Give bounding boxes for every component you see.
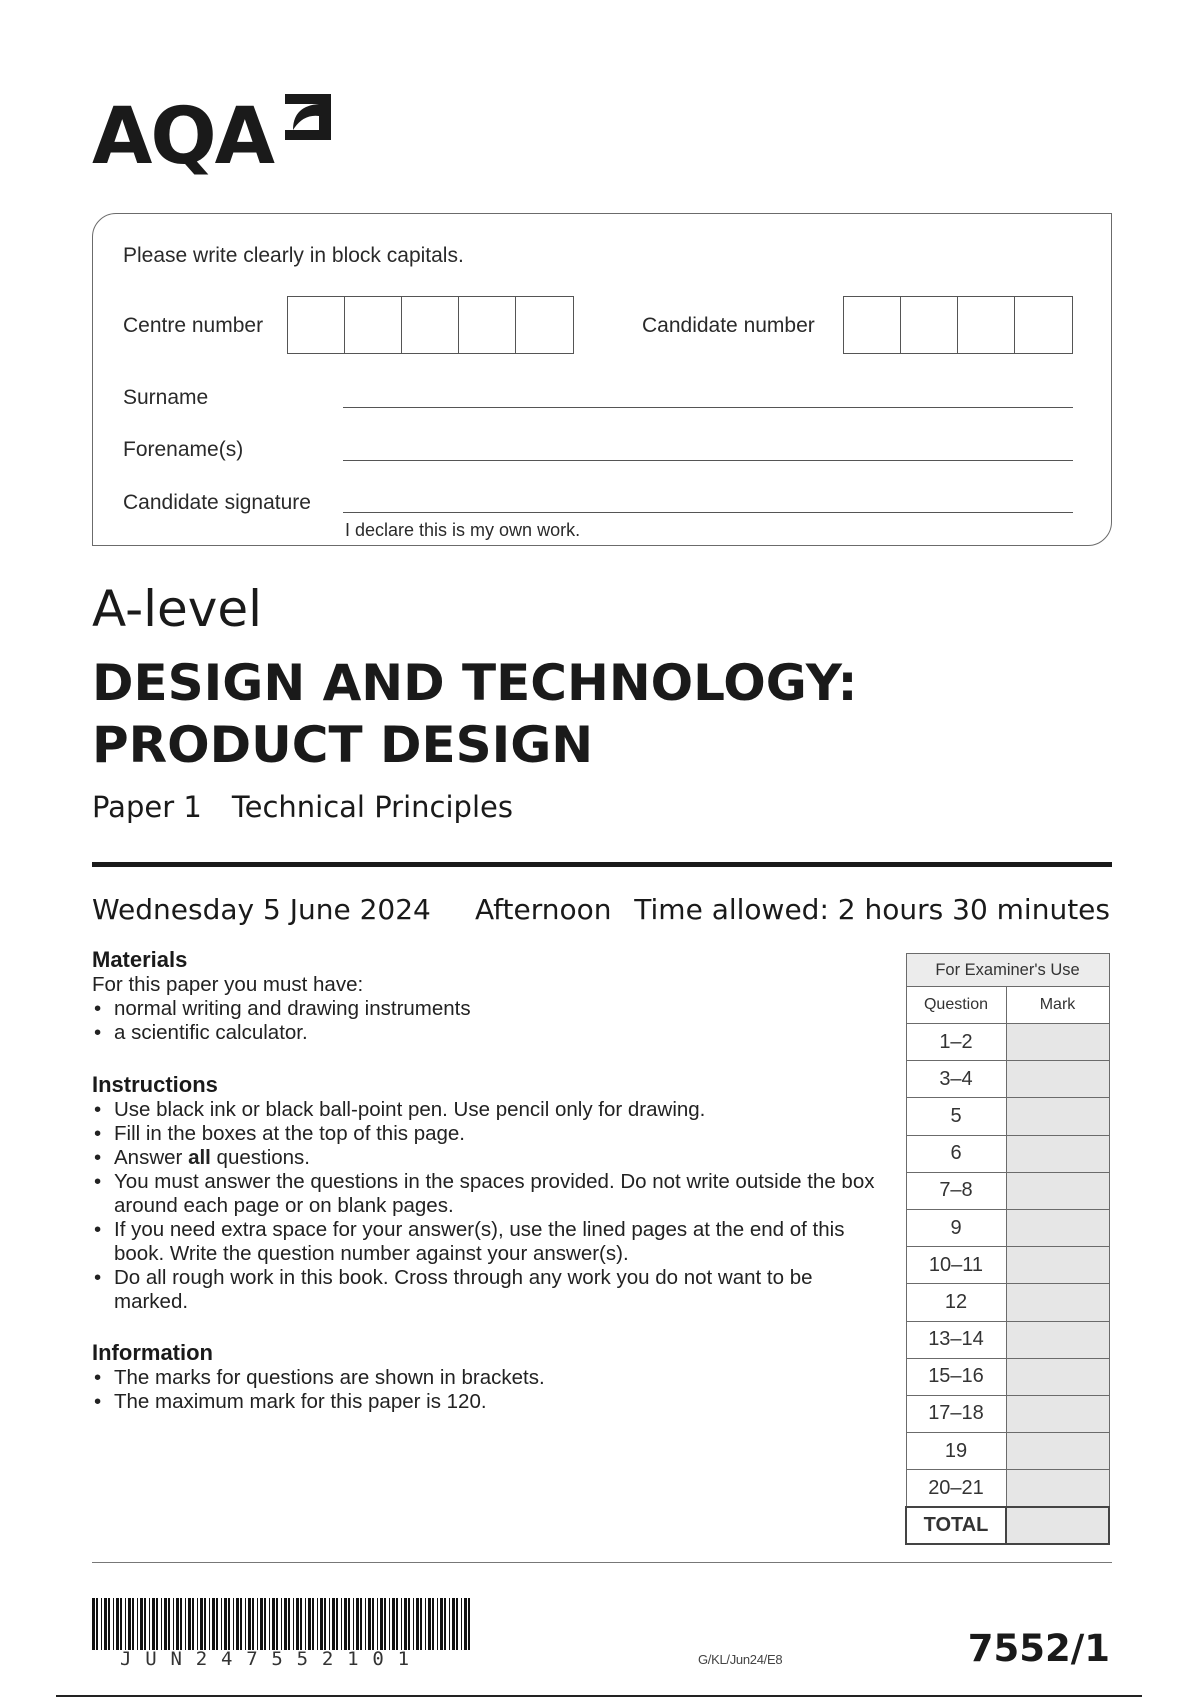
barcode-bar — [161, 1598, 162, 1650]
barcode-bar — [108, 1598, 110, 1650]
signature-field[interactable] — [343, 512, 1073, 513]
barcode-bar — [185, 1598, 186, 1650]
materials-list — [92, 997, 892, 1045]
barcode-bar — [461, 1598, 462, 1650]
barcode-bar — [329, 1598, 330, 1650]
question-number-cell: 7–8 — [906, 1172, 1006, 1209]
barcode-bar — [276, 1598, 278, 1650]
barcode-bar — [137, 1598, 138, 1650]
barcode-bar — [180, 1598, 182, 1650]
mark-cell[interactable] — [1006, 1135, 1109, 1172]
examiner-table-row — [906, 1470, 1109, 1507]
barcode-bar — [305, 1598, 306, 1650]
examiner-table-row — [906, 1395, 1109, 1432]
barcode-bar — [413, 1598, 414, 1650]
barcode-bar — [452, 1598, 455, 1650]
barcode-bar — [224, 1598, 227, 1650]
list-item: • a scientific calculator. — [92, 1021, 892, 1045]
barcode-bar — [281, 1598, 282, 1650]
list-item: • If you need extra space for your answer(s), use the lined pages at the end of this book. Write the question number against your answer(s). — [92, 1218, 892, 1266]
barcode-bar — [228, 1598, 230, 1650]
barcode-bar — [164, 1598, 167, 1650]
question-number-cell: 15–16 — [906, 1358, 1006, 1395]
barcode-bar — [344, 1598, 347, 1650]
barcode-bar — [188, 1598, 191, 1650]
barcode-bar — [416, 1598, 419, 1650]
barcode-bar — [440, 1598, 443, 1650]
barcode-bar — [140, 1598, 143, 1650]
aqa-logo — [92, 90, 335, 182]
divider — [92, 862, 1112, 867]
barcode-bar — [356, 1598, 359, 1650]
barcode-bar — [468, 1598, 470, 1650]
barcode-bar — [257, 1598, 258, 1650]
barcode-bar — [221, 1598, 222, 1650]
list-item: • The marks for questions are shown in brackets. — [92, 1366, 892, 1390]
barcode-bar — [384, 1598, 386, 1650]
barcode-bar — [456, 1598, 458, 1650]
list-item: • Fill in the boxes at the top of this page. — [92, 1122, 892, 1146]
mark-cell[interactable] — [1006, 1061, 1109, 1098]
barcode-bar — [425, 1598, 426, 1650]
list-item: • The maximum mark for this paper is 120. — [92, 1390, 892, 1414]
question-number-cell: 1–2 — [906, 1024, 1006, 1061]
mark-cell[interactable] — [1006, 1433, 1109, 1470]
total-label: TOTAL — [906, 1507, 1006, 1544]
question-number-cell: 5 — [906, 1098, 1006, 1135]
exam-date: Wednesday 5 June 2024 — [92, 893, 431, 926]
block-capitals-instruction: Please write clearly in block capitals. — [123, 244, 464, 267]
barcode-bar — [420, 1598, 422, 1650]
digit-box[interactable] — [402, 297, 459, 353]
examiner-table-row — [906, 1433, 1109, 1470]
barcode-bar — [104, 1598, 107, 1650]
forenames-field[interactable] — [343, 460, 1073, 461]
surname-label: Surname — [123, 386, 209, 409]
information-heading: Information — [92, 1340, 213, 1365]
barcode-bar — [464, 1598, 467, 1650]
examiner-table-row — [906, 1024, 1109, 1061]
paper-code: 7552/1 — [967, 1627, 1110, 1670]
examiner-use-table — [905, 953, 1110, 1545]
list-item: • Use black ink or black ball-point pen. Use pencil only for drawing. — [92, 1098, 892, 1122]
document-reference: G/KL/Jun24/E8 — [698, 1652, 783, 1667]
digit-box[interactable] — [288, 297, 345, 353]
divider — [92, 1562, 1112, 1563]
subject-title — [92, 652, 992, 776]
barcode-bar — [377, 1598, 378, 1650]
barcode-bar — [324, 1598, 326, 1650]
question-number-cell: 13–14 — [906, 1321, 1006, 1358]
digit-box[interactable] — [516, 297, 573, 353]
barcode-bar — [444, 1598, 446, 1650]
text: Answer — [114, 1146, 189, 1169]
list-item — [92, 1146, 892, 1170]
barcode-bar — [132, 1598, 134, 1650]
barcode-bar — [293, 1598, 294, 1650]
time-allowed: Time allowed: 2 hours 30 minutes — [634, 893, 1110, 926]
subject-title-line1: DESIGN AND TECHNOLOGY: — [92, 654, 858, 712]
candidate-number-label: Candidate number — [642, 314, 815, 337]
question-number-cell: 12 — [906, 1284, 1006, 1321]
examiner-table-row — [906, 1061, 1109, 1098]
barcode-bar — [380, 1598, 383, 1650]
list-item: • You must answer the questions in the spaces provided. Do not write outside the box around each page or on blank pages. — [92, 1170, 892, 1218]
barcode-bar — [260, 1598, 263, 1650]
barcode-bar — [144, 1598, 146, 1650]
examiner-table-row — [906, 1135, 1109, 1172]
barcode-bar — [209, 1598, 210, 1650]
question-number-cell: 3–4 — [906, 1061, 1006, 1098]
examiner-table-body — [906, 1024, 1109, 1507]
mark-cell[interactable] — [1006, 1172, 1109, 1209]
digit-box[interactable] — [901, 297, 958, 353]
examiner-table-row — [906, 1172, 1109, 1209]
list-item: • Do all rough work in this book. Cross through any work you do not want to be marked. — [92, 1266, 892, 1314]
question-number-cell: 9 — [906, 1209, 1006, 1246]
examiner-table-row — [906, 1247, 1109, 1284]
materials-intro: For this paper you must have: — [92, 973, 364, 996]
paper-number: Paper 1 — [92, 790, 202, 824]
question-column-header: Question — [906, 987, 1006, 1024]
barcode-bar — [101, 1598, 102, 1650]
barcode-bar — [204, 1598, 206, 1650]
information-section — [92, 1340, 892, 1414]
instructions-heading: Instructions — [92, 1072, 218, 1097]
barcode-bar — [125, 1598, 126, 1650]
forenames-label: Forename(s) — [123, 438, 244, 461]
mark-cell[interactable] — [1006, 1098, 1109, 1135]
examiner-table-row — [906, 1209, 1109, 1246]
exam-session: Afternoon — [475, 893, 612, 926]
examiner-table-row — [906, 1358, 1109, 1395]
examiner-table-title: For Examiner's Use — [906, 954, 1109, 987]
examiner-table-row — [906, 1098, 1109, 1135]
barcode-bar — [192, 1598, 194, 1650]
barcode-bar — [96, 1598, 98, 1650]
barcode-bar — [240, 1598, 242, 1650]
mark-cell[interactable] — [1006, 1284, 1109, 1321]
barcode-bar — [332, 1598, 335, 1650]
digit-box[interactable] — [958, 297, 1015, 353]
declaration-text: I declare this is my own work. — [345, 520, 581, 540]
surname-field[interactable] — [343, 407, 1073, 408]
barcode-bar — [449, 1598, 450, 1650]
list-item: • normal writing and drawing instruments — [92, 997, 892, 1021]
barcode-bar — [92, 1598, 95, 1650]
barcode-bar — [216, 1598, 218, 1650]
logo-text: AQA — [92, 92, 274, 182]
signature-label: Candidate signature — [123, 491, 311, 514]
barcode-bar — [389, 1598, 390, 1650]
barcode-bar — [284, 1598, 287, 1650]
total-mark-cell[interactable] — [1006, 1507, 1109, 1544]
digit-box[interactable] — [1015, 297, 1072, 353]
barcode-bar — [200, 1598, 203, 1650]
barcode-bar — [341, 1598, 342, 1650]
barcode-bar — [248, 1598, 251, 1650]
aqa-logo-mark-icon — [279, 90, 335, 146]
barcode-bar — [128, 1598, 131, 1650]
barcode-bar — [365, 1598, 366, 1650]
digit-box[interactable] — [844, 297, 901, 353]
paper-title — [92, 790, 543, 824]
barcode-bar — [308, 1598, 311, 1650]
barcode-bar — [113, 1598, 114, 1650]
barcode-bar — [360, 1598, 362, 1650]
mark-cell[interactable] — [1006, 1024, 1109, 1061]
mark-cell[interactable] — [1006, 1395, 1109, 1432]
candidate-details-box — [92, 213, 1112, 546]
barcode-bar — [168, 1598, 170, 1650]
mark-cell[interactable] — [1006, 1247, 1109, 1284]
barcode-bar — [236, 1598, 239, 1650]
barcode-bar — [288, 1598, 290, 1650]
examiner-table-row — [906, 1284, 1109, 1321]
materials-heading: Materials — [92, 947, 188, 972]
subject-title-line2: PRODUCT DESIGN — [92, 716, 594, 774]
barcode-bar — [408, 1598, 410, 1650]
barcode-bar — [336, 1598, 338, 1650]
mark-cell[interactable] — [1006, 1209, 1109, 1246]
barcode-bar — [428, 1598, 431, 1650]
barcode-bar — [348, 1598, 350, 1650]
paper-name: Technical Principles — [231, 790, 513, 824]
text: questions. — [210, 1146, 311, 1169]
candidate-number-field[interactable] — [843, 296, 1073, 354]
barcode-bar — [317, 1598, 318, 1650]
barcode-bar — [252, 1598, 254, 1650]
barcode-bar — [264, 1598, 266, 1650]
divider — [56, 1695, 1142, 1697]
digit-box[interactable] — [459, 297, 516, 353]
barcode-bar — [392, 1598, 395, 1650]
barcode-bar — [368, 1598, 371, 1650]
barcode-bar — [173, 1598, 174, 1650]
information-list — [92, 1366, 892, 1414]
materials-section — [92, 947, 892, 1045]
qualification-level: A-level — [92, 580, 263, 638]
barcode-bar — [404, 1598, 407, 1650]
mark-cell[interactable] — [1006, 1358, 1109, 1395]
digit-box[interactable] — [345, 297, 402, 353]
barcode-bar — [212, 1598, 215, 1650]
question-number-cell: 10–11 — [906, 1247, 1006, 1284]
barcode-bar — [233, 1598, 234, 1650]
barcode-bar — [245, 1598, 246, 1650]
barcode-bar — [296, 1598, 299, 1650]
barcode-bar — [401, 1598, 402, 1650]
barcode-bar — [152, 1598, 155, 1650]
barcode-bar — [272, 1598, 275, 1650]
mark-cell[interactable] — [1006, 1470, 1109, 1507]
question-number-cell: 17–18 — [906, 1395, 1006, 1432]
barcode-bar — [312, 1598, 314, 1650]
barcode-bar — [149, 1598, 150, 1650]
question-number-cell: 6 — [906, 1135, 1006, 1172]
question-number-cell: 19 — [906, 1433, 1006, 1470]
centre-number-field[interactable] — [287, 296, 574, 354]
barcode-bar — [116, 1598, 119, 1650]
barcode — [92, 1598, 472, 1650]
barcode-bar — [437, 1598, 438, 1650]
barcode-bar — [320, 1598, 323, 1650]
barcode-bar — [269, 1598, 270, 1650]
instructions-list — [92, 1098, 892, 1314]
instructions-section — [92, 1072, 892, 1314]
barcode-bar — [432, 1598, 434, 1650]
barcode-bar — [156, 1598, 158, 1650]
barcode-bar — [176, 1598, 179, 1650]
emphasis: all — [188, 1146, 211, 1169]
barcode-bar — [396, 1598, 398, 1650]
barcode-bar — [372, 1598, 374, 1650]
barcode-digits: JUN247552101 — [120, 1648, 423, 1670]
mark-column-header: Mark — [1006, 987, 1109, 1024]
barcode-bar — [353, 1598, 354, 1650]
centre-number-label: Centre number — [123, 314, 264, 337]
barcode-bar — [197, 1598, 198, 1650]
examiner-table-row — [906, 1321, 1109, 1358]
barcode-bar — [300, 1598, 302, 1650]
mark-cell[interactable] — [1006, 1321, 1109, 1358]
question-number-cell: 20–21 — [906, 1470, 1006, 1507]
barcode-bar — [120, 1598, 122, 1650]
